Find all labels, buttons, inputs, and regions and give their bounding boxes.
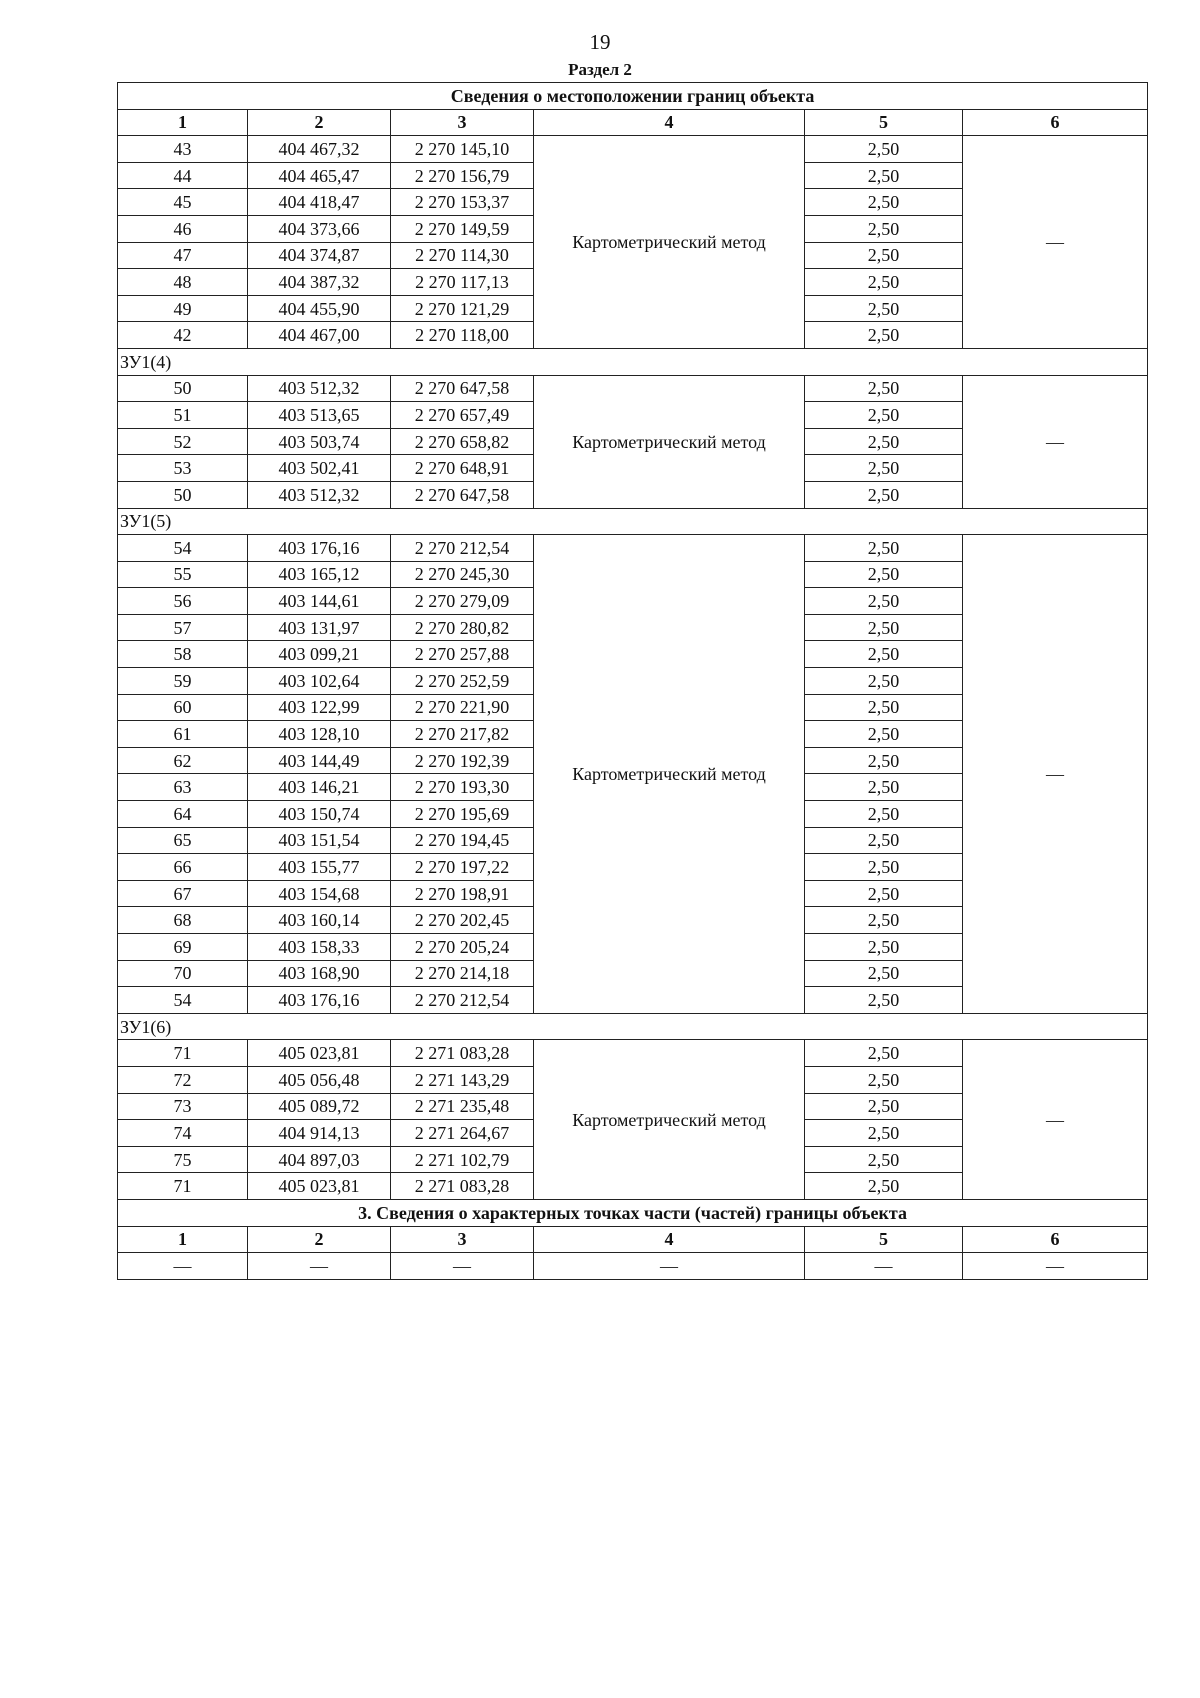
- coord-x: 403 144,61: [248, 588, 391, 615]
- coord-y: 2 271 083,28: [391, 1040, 534, 1067]
- table2-title-row: [118, 1199, 1148, 1226]
- coord-x: 404 897,03: [248, 1146, 391, 1173]
- coord-x: 404 467,00: [248, 322, 391, 349]
- table-row: [118, 136, 1148, 163]
- column-header: 3: [391, 109, 534, 136]
- accuracy: 2,50: [805, 136, 963, 163]
- accuracy: 2,50: [805, 880, 963, 907]
- coord-x: 403 165,12: [248, 561, 391, 588]
- coord-y: 2 270 195,69: [391, 801, 534, 828]
- coord-x: 403 502,41: [248, 455, 391, 482]
- column-header: 6: [963, 109, 1148, 136]
- point-number: 70: [118, 960, 248, 987]
- coord-x: 403 150,74: [248, 801, 391, 828]
- accuracy: 2,50: [805, 535, 963, 562]
- empty-cell: —: [963, 1253, 1148, 1280]
- accuracy: 2,50: [805, 1093, 963, 1120]
- accuracy: 2,50: [805, 614, 963, 641]
- coord-x: 404 467,32: [248, 136, 391, 163]
- coord-y: 2 270 212,54: [391, 535, 534, 562]
- accuracy: 2,50: [805, 827, 963, 854]
- point-number: 50: [118, 481, 248, 508]
- column-header: 5: [805, 1226, 963, 1253]
- point-number: 50: [118, 375, 248, 402]
- table1-title: Сведения о местоположении границ объекта: [118, 83, 1148, 110]
- coord-y: 2 270 245,30: [391, 561, 534, 588]
- point-number: 75: [118, 1146, 248, 1173]
- coord-y: 2 270 121,29: [391, 295, 534, 322]
- accuracy: 2,50: [805, 322, 963, 349]
- col6-cell: —: [963, 136, 1148, 349]
- section-title: Раздел 2: [568, 60, 632, 79]
- column-header: 2: [248, 109, 391, 136]
- accuracy: 2,50: [805, 561, 963, 588]
- coord-y: 2 270 221,90: [391, 694, 534, 721]
- col6-cell: —: [963, 375, 1148, 508]
- coord-y: 2 270 194,45: [391, 827, 534, 854]
- coord-y: 2 270 198,91: [391, 880, 534, 907]
- column-header: 4: [534, 1226, 805, 1253]
- coord-x: 405 056,48: [248, 1066, 391, 1093]
- accuracy: 2,50: [805, 402, 963, 429]
- accuracy: 2,50: [805, 215, 963, 242]
- method-cell: Картометрический метод: [534, 375, 805, 508]
- table-row: [118, 1040, 1148, 1067]
- coord-y: 2 270 117,13: [391, 269, 534, 296]
- table-row: [118, 375, 1148, 402]
- col6-cell: —: [963, 535, 1148, 1014]
- accuracy: 2,50: [805, 588, 963, 615]
- coord-x: 403 102,64: [248, 668, 391, 695]
- accuracy: 2,50: [805, 934, 963, 961]
- point-number: 51: [118, 402, 248, 429]
- coord-y: 2 270 257,88: [391, 641, 534, 668]
- accuracy: 2,50: [805, 1040, 963, 1067]
- point-number: 60: [118, 694, 248, 721]
- coord-x: 404 373,66: [248, 215, 391, 242]
- point-number: 66: [118, 854, 248, 881]
- accuracy: 2,50: [805, 295, 963, 322]
- coord-y: 2 270 252,59: [391, 668, 534, 695]
- empty-cell: —: [805, 1253, 963, 1280]
- accuracy: 2,50: [805, 694, 963, 721]
- table1-title-row: [118, 83, 1148, 110]
- coordinates-table-body: [118, 83, 1148, 1280]
- coord-y: 2 271 143,29: [391, 1066, 534, 1093]
- empty-row: [118, 1253, 1148, 1280]
- accuracy: 2,50: [805, 481, 963, 508]
- coord-x: 403 176,16: [248, 987, 391, 1014]
- point-number: 54: [118, 987, 248, 1014]
- point-number: 48: [118, 269, 248, 296]
- empty-cell: —: [248, 1253, 391, 1280]
- point-number: 64: [118, 801, 248, 828]
- coord-x: 404 418,47: [248, 189, 391, 216]
- column-header: 6: [963, 1226, 1148, 1253]
- point-number: 53: [118, 455, 248, 482]
- coord-x: 403 144,49: [248, 747, 391, 774]
- accuracy: 2,50: [805, 747, 963, 774]
- group-label: ЗУ1(5): [118, 508, 1148, 535]
- coord-x: 404 914,13: [248, 1120, 391, 1147]
- point-number: 62: [118, 747, 248, 774]
- point-number: 67: [118, 880, 248, 907]
- coord-x: 403 503,74: [248, 428, 391, 455]
- accuracy: 2,50: [805, 269, 963, 296]
- point-number: 52: [118, 428, 248, 455]
- point-number: 49: [118, 295, 248, 322]
- coord-y: 2 270 214,18: [391, 960, 534, 987]
- coord-y: 2 270 279,09: [391, 588, 534, 615]
- coord-y: 2 270 192,39: [391, 747, 534, 774]
- accuracy: 2,50: [805, 721, 963, 748]
- coord-y: 2 270 647,58: [391, 375, 534, 402]
- coord-y: 2 270 114,30: [391, 242, 534, 269]
- point-number: 55: [118, 561, 248, 588]
- coord-y: 2 270 156,79: [391, 162, 534, 189]
- coord-x: 403 122,99: [248, 694, 391, 721]
- point-number: 54: [118, 535, 248, 562]
- accuracy: 2,50: [805, 375, 963, 402]
- coord-y: 2 271 102,79: [391, 1146, 534, 1173]
- coord-y: 2 271 083,28: [391, 1173, 534, 1200]
- coord-x: 403 168,90: [248, 960, 391, 987]
- method-cell: Картометрический метод: [534, 1040, 805, 1200]
- coord-x: 403 131,97: [248, 614, 391, 641]
- column-header: 2: [248, 1226, 391, 1253]
- group-row: [118, 348, 1148, 375]
- coord-x: 405 089,72: [248, 1093, 391, 1120]
- empty-cell: —: [391, 1253, 534, 1280]
- point-number: 45: [118, 189, 248, 216]
- accuracy: 2,50: [805, 242, 963, 269]
- coord-x: 403 151,54: [248, 827, 391, 854]
- accuracy: 2,50: [805, 189, 963, 216]
- coord-x: 403 099,21: [248, 641, 391, 668]
- coord-y: 2 270 212,54: [391, 987, 534, 1014]
- table1-header-row: [118, 109, 1148, 136]
- point-number: 57: [118, 614, 248, 641]
- coord-y: 2 270 647,58: [391, 481, 534, 508]
- coord-y: 2 270 197,22: [391, 854, 534, 881]
- accuracy: 2,50: [805, 641, 963, 668]
- accuracy: 2,50: [805, 162, 963, 189]
- column-header: 1: [118, 1226, 248, 1253]
- coord-x: 403 155,77: [248, 854, 391, 881]
- coord-x: 403 513,65: [248, 402, 391, 429]
- coord-y: 2 270 149,59: [391, 215, 534, 242]
- accuracy: 2,50: [805, 801, 963, 828]
- point-number: 61: [118, 721, 248, 748]
- point-number: 56: [118, 588, 248, 615]
- coord-x: 405 023,81: [248, 1040, 391, 1067]
- coord-y: 2 270 280,82: [391, 614, 534, 641]
- column-header: 4: [534, 109, 805, 136]
- coord-x: 403 154,68: [248, 880, 391, 907]
- coord-y: 2 270 658,82: [391, 428, 534, 455]
- coord-x: 403 160,14: [248, 907, 391, 934]
- coord-y: 2 270 202,45: [391, 907, 534, 934]
- point-number: 63: [118, 774, 248, 801]
- coord-y: 2 271 235,48: [391, 1093, 534, 1120]
- point-number: 74: [118, 1120, 248, 1147]
- point-number: 47: [118, 242, 248, 269]
- method-cell: Картометрический метод: [534, 136, 805, 349]
- group-label: ЗУ1(4): [118, 348, 1148, 375]
- point-number: 71: [118, 1173, 248, 1200]
- coord-y: 2 270 205,24: [391, 934, 534, 961]
- page-number: 19: [589, 30, 611, 54]
- coord-x: 403 512,32: [248, 481, 391, 508]
- coord-x: 403 158,33: [248, 934, 391, 961]
- accuracy: 2,50: [805, 1066, 963, 1093]
- coord-x: 403 512,32: [248, 375, 391, 402]
- coord-y: 2 270 657,49: [391, 402, 534, 429]
- group-row: [118, 1013, 1148, 1040]
- accuracy: 2,50: [805, 1173, 963, 1200]
- point-number: 44: [118, 162, 248, 189]
- point-number: 65: [118, 827, 248, 854]
- column-header: 1: [118, 109, 248, 136]
- column-header: 5: [805, 109, 963, 136]
- point-number: 46: [118, 215, 248, 242]
- point-number: 43: [118, 136, 248, 163]
- accuracy: 2,50: [805, 774, 963, 801]
- empty-cell: —: [534, 1253, 805, 1280]
- coord-y: 2 270 145,10: [391, 136, 534, 163]
- method-cell: Картометрический метод: [534, 535, 805, 1014]
- col6-cell: —: [963, 1040, 1148, 1200]
- coord-x: 403 146,21: [248, 774, 391, 801]
- point-number: 73: [118, 1093, 248, 1120]
- accuracy: 2,50: [805, 1146, 963, 1173]
- coordinates-table: [117, 82, 1148, 1280]
- column-header: 3: [391, 1226, 534, 1253]
- point-number: 71: [118, 1040, 248, 1067]
- coord-y: 2 270 153,37: [391, 189, 534, 216]
- accuracy: 2,50: [805, 907, 963, 934]
- point-number: 58: [118, 641, 248, 668]
- accuracy: 2,50: [805, 428, 963, 455]
- coord-y: 2 271 264,67: [391, 1120, 534, 1147]
- coord-x: 404 455,90: [248, 295, 391, 322]
- coord-x: 404 374,87: [248, 242, 391, 269]
- accuracy: 2,50: [805, 960, 963, 987]
- accuracy: 2,50: [805, 668, 963, 695]
- coord-x: 403 176,16: [248, 535, 391, 562]
- empty-cell: —: [118, 1253, 248, 1280]
- coord-y: 2 270 648,91: [391, 455, 534, 482]
- accuracy: 2,50: [805, 1120, 963, 1147]
- coord-x: 404 465,47: [248, 162, 391, 189]
- point-number: 69: [118, 934, 248, 961]
- coord-x: 404 387,32: [248, 269, 391, 296]
- table2-header-row: [118, 1226, 1148, 1253]
- coord-x: 403 128,10: [248, 721, 391, 748]
- coord-x: 405 023,81: [248, 1173, 391, 1200]
- table2-title: 3. Сведения о характерных точках части (частей) границы объекта: [118, 1199, 1148, 1226]
- point-number: 68: [118, 907, 248, 934]
- coord-y: 2 270 118,00: [391, 322, 534, 349]
- point-number: 59: [118, 668, 248, 695]
- table-row: [118, 535, 1148, 562]
- group-label: ЗУ1(6): [118, 1013, 1148, 1040]
- group-row: [118, 508, 1148, 535]
- coord-y: 2 270 193,30: [391, 774, 534, 801]
- point-number: 42: [118, 322, 248, 349]
- accuracy: 2,50: [805, 987, 963, 1014]
- point-number: 72: [118, 1066, 248, 1093]
- accuracy: 2,50: [805, 854, 963, 881]
- accuracy: 2,50: [805, 455, 963, 482]
- coord-y: 2 270 217,82: [391, 721, 534, 748]
